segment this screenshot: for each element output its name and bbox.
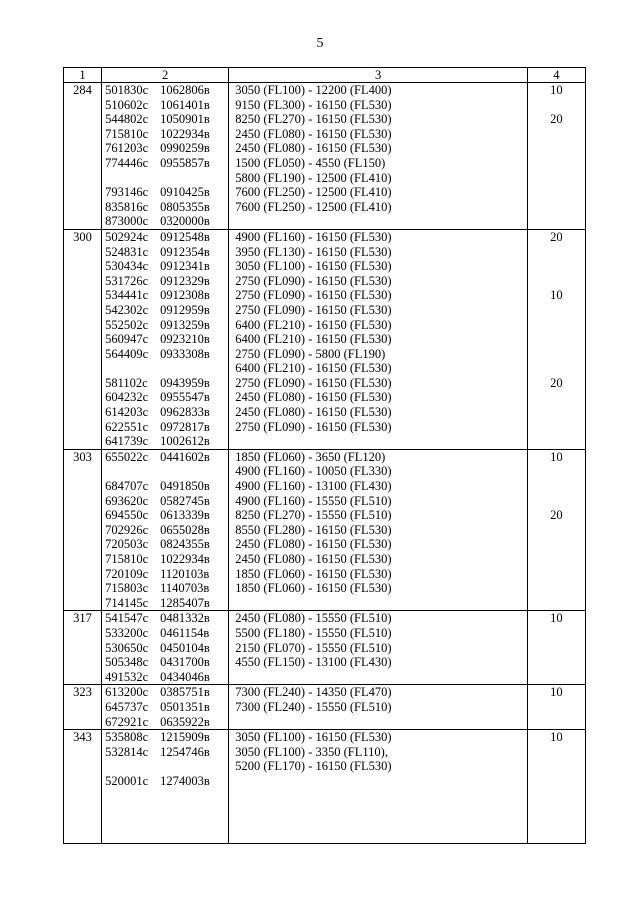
value: [528, 596, 585, 611]
coordinate-line: [102, 405, 228, 420]
latitude: 641739c: [105, 434, 149, 449]
altitude-range: 4900 (FL160) - 16150 (FL530): [235, 229, 392, 244]
altitude-range: 2750 (FL090) - 16150 (FL530): [235, 375, 392, 390]
coordinate-line: [102, 508, 228, 523]
altitude-range: 1850 (FL060) - 16150 (FL530): [235, 566, 392, 581]
value-cell: [527, 449, 585, 611]
value: [528, 318, 585, 333]
coordinates-cell: [102, 449, 229, 611]
longitude: 0955857в: [160, 155, 210, 170]
longitude: 0824355в: [160, 537, 210, 552]
longitude: 1022934в: [160, 552, 210, 566]
altitude-range: 2150 (FL070) - 15550 (FL510): [235, 640, 392, 655]
coordinate-line: [102, 200, 228, 215]
altitude-range: 2450 (FL080) - 16150 (FL530): [235, 390, 392, 405]
altitude-range: 3050 (FL100) - 3350 (FL110),: [235, 744, 388, 759]
altitude-range: 4900 (FL160) - 10050 (FL330): [235, 464, 392, 479]
longitude: 0434046в: [160, 669, 210, 684]
value: [528, 655, 585, 670]
latitude: 533200c: [105, 625, 149, 640]
value: 20: [550, 112, 563, 127]
value: [528, 552, 585, 567]
value: [528, 332, 585, 347]
page-number: 5: [316, 36, 324, 51]
latitude: 524831c: [105, 244, 149, 259]
latitude: 560947c: [105, 332, 149, 347]
coordinate-line: [102, 715, 228, 730]
row-id: 323: [64, 685, 102, 730]
latitude: 581102c: [105, 375, 148, 390]
altitude-range: 4900 (FL160) - 13100 (FL430): [235, 479, 392, 494]
value: 10: [550, 730, 563, 745]
latitude: 530650c: [105, 640, 149, 655]
altitude-cell: [229, 611, 528, 685]
latitude: 655022c: [105, 449, 149, 464]
longitude: 1002612в: [160, 434, 210, 449]
coordinate-line: [102, 567, 228, 582]
value-cell: [527, 611, 585, 685]
coordinate-line: [102, 141, 228, 156]
coordinate-line: [102, 670, 228, 685]
value: [528, 185, 585, 200]
value: [528, 127, 585, 142]
longitude: 1062806в: [160, 83, 210, 97]
row-id: 300: [64, 229, 102, 449]
altitude-range: 2450 (FL080) - 16150 (FL530): [235, 537, 392, 552]
value: [528, 259, 585, 274]
longitude: 0913259в: [160, 317, 210, 332]
coordinate-line: [102, 759, 228, 774]
coordinate-line: [102, 626, 228, 641]
longitude: 0441602в: [160, 449, 210, 464]
longitude: 0912308в: [160, 288, 210, 303]
latitude: 613200c: [105, 685, 149, 700]
coordinate-line: [102, 479, 228, 494]
table-body: [64, 83, 586, 844]
value: [528, 759, 585, 774]
value: [528, 245, 585, 260]
latitude: 793146c: [105, 185, 149, 200]
altitude-range: 5500 (FL180) - 15550 (FL510): [235, 625, 392, 640]
longitude: 0385751в: [160, 685, 210, 700]
coordinates-cell: [102, 685, 229, 730]
coordinate-line: [102, 685, 228, 700]
longitude: 1140703в: [160, 581, 210, 596]
value: [528, 464, 585, 479]
longitude: 0910425в: [160, 185, 210, 200]
column-header-3: 3: [229, 68, 528, 83]
altitude-range: 2750 (FL090) - 16150 (FL530): [235, 273, 392, 288]
value: [528, 156, 585, 171]
longitude: 0635922в: [160, 714, 210, 729]
latitude: 645737c: [105, 699, 149, 714]
table-row: [64, 229, 586, 449]
coordinate-line: [102, 700, 228, 715]
coordinate-line: [102, 494, 228, 509]
latitude: 510602c: [105, 97, 149, 112]
table-row: [64, 611, 586, 685]
latitude: 520001c: [105, 773, 149, 788]
longitude: 0655028в: [160, 522, 210, 537]
longitude: 0450104в: [160, 640, 210, 655]
value: [528, 214, 585, 229]
latitude: 542302c: [105, 302, 149, 317]
altitude-range: 3950 (FL130) - 16150 (FL530): [235, 244, 392, 259]
table-row: [64, 449, 586, 611]
coordinate-line: [102, 112, 228, 127]
altitude-range: [229, 670, 527, 685]
value: [528, 670, 585, 685]
coordinate-line: [102, 611, 228, 626]
altitude-range: 8250 (FL270) - 16150 (FL530): [235, 112, 392, 127]
altitude-range: 7300 (FL240) - 15550 (FL510): [235, 699, 392, 714]
longitude: 1120103в: [160, 566, 210, 581]
coordinate-line: [102, 332, 228, 347]
longitude: 0912329в: [160, 273, 210, 288]
altitude-range: 2750 (FL090) - 5800 (FL190): [235, 346, 386, 361]
coordinate-line: [102, 655, 228, 670]
longitude: 0582745в: [160, 493, 210, 508]
coordinate-line: [102, 434, 228, 449]
coordinate-line: [102, 156, 228, 171]
latitude: 715803c: [105, 581, 149, 596]
longitude: 1061401в: [160, 97, 210, 112]
altitude-cell: [229, 83, 528, 230]
longitude: 0805355в: [160, 199, 210, 214]
longitude: 0491850в: [160, 479, 210, 494]
row-id: 343: [64, 730, 102, 844]
value: [528, 347, 585, 362]
latitude: 505348c: [105, 655, 149, 670]
value: [528, 641, 585, 656]
altitude-range: [229, 715, 527, 730]
table-row: [64, 730, 586, 844]
latitude: 774446c: [105, 155, 149, 170]
latitude: 501830c: [105, 83, 149, 97]
value: [528, 494, 585, 509]
coordinate-line: [102, 537, 228, 552]
longitude: 1285407в: [160, 595, 210, 610]
latitude: 761203c: [105, 141, 149, 156]
value: [528, 700, 585, 715]
altitude-cell: [229, 730, 528, 844]
altitude-range: 5800 (FL190) - 12500 (FL410): [235, 170, 392, 185]
longitude: 0955547в: [160, 390, 210, 405]
coordinate-line: [102, 390, 228, 405]
value: [528, 171, 585, 186]
value: [528, 537, 585, 552]
latitude: 530434c: [105, 259, 149, 274]
altitude-range: [229, 434, 527, 449]
longitude: 0962833в: [160, 405, 210, 420]
coordinate-line: [102, 523, 228, 538]
value: [528, 567, 585, 582]
longitude: 0481332в: [160, 611, 210, 626]
altitude-range: 6400 (FL210) - 16150 (FL530): [235, 317, 392, 332]
longitude: 1215909в: [160, 730, 210, 745]
altitude-range: 7600 (FL250) - 12500 (FL410): [235, 199, 392, 214]
longitude: 0990259в: [160, 141, 210, 156]
altitude-range: 2750 (FL090) - 16150 (FL530): [235, 302, 392, 317]
altitude-range: [229, 774, 527, 789]
coordinate-line: [102, 464, 228, 479]
value: [528, 390, 585, 405]
latitude: 702926c: [105, 522, 149, 537]
latitude: 491532c: [105, 669, 149, 684]
value: 20: [550, 375, 563, 390]
coordinates-cell: [102, 229, 229, 449]
coordinate-line: [102, 376, 228, 391]
longitude: 0431700в: [160, 655, 210, 670]
row-id: 284: [64, 83, 102, 230]
longitude: 1050901в: [160, 112, 210, 127]
latitude: 720109c: [105, 566, 149, 581]
altitude-range: 5200 (FL170) - 16150 (FL530): [235, 759, 392, 774]
coordinate-line: [102, 347, 228, 362]
value: 10: [550, 449, 563, 464]
value: [528, 479, 585, 494]
coordinate-line: [102, 730, 228, 745]
altitude-range: 8250 (FL270) - 15550 (FL510): [235, 508, 392, 523]
latitude: 604232c: [105, 390, 149, 405]
longitude: 1022934в: [160, 126, 210, 141]
altitude-cell: [229, 229, 528, 449]
latitude: 544802c: [105, 112, 149, 127]
latitude: 720503c: [105, 537, 149, 552]
coordinate-line: [102, 361, 228, 376]
coordinate-line: [102, 259, 228, 274]
coordinate-line: [102, 303, 228, 318]
column-header-1: 1: [64, 68, 102, 83]
altitude-range: 1500 (FL050) - 4550 (FL150): [235, 155, 386, 170]
longitude: 0613339в: [160, 508, 210, 523]
longitude: 0933308в: [160, 346, 210, 361]
value: 10: [550, 611, 563, 626]
latitude: 873000c: [105, 214, 149, 229]
altitude-range: 2450 (FL080) - 16150 (FL530): [235, 126, 392, 141]
altitude-range: [229, 214, 527, 229]
latitude: 684707c: [105, 479, 149, 494]
coordinate-line: [102, 420, 228, 435]
longitude: 0461154в: [160, 625, 210, 640]
altitude-range: 6400 (FL210) - 16150 (FL530): [235, 332, 392, 347]
altitude-range: 2450 (FL080) - 16150 (FL530): [235, 552, 392, 566]
coordinate-line: [102, 745, 228, 760]
altitude-range: 3050 (FL100) - 16150 (FL530): [235, 259, 392, 274]
coordinate-line: [102, 98, 228, 113]
longitude: 0501351в: [160, 699, 210, 714]
value: 10: [550, 83, 563, 97]
altitude-range: [229, 596, 527, 611]
latitude: 614203c: [105, 405, 149, 420]
altitude-range: 6400 (FL210) - 16150 (FL530): [235, 361, 392, 376]
value: 10: [550, 288, 563, 303]
value: [528, 361, 585, 376]
latitude: 835816c: [105, 199, 149, 214]
value: [528, 523, 585, 538]
latitude: 502924c: [105, 229, 149, 244]
altitude-range: 7300 (FL240) - 14350 (FL470): [235, 685, 392, 700]
altitude-range: 2750 (FL090) - 16150 (FL530): [235, 419, 392, 434]
latitude: 715810c: [105, 552, 149, 566]
value: [528, 434, 585, 449]
coordinate-line: [102, 450, 228, 465]
altitude-range: 4550 (FL150) - 13100 (FL430): [235, 655, 392, 670]
altitude-range: 3050 (FL100) - 12200 (FL400): [235, 83, 392, 97]
coordinate-line: [102, 171, 228, 186]
latitude: 531726c: [105, 273, 149, 288]
latitude: 541547c: [105, 611, 149, 626]
coordinate-line: [102, 83, 228, 98]
coordinate-line: [102, 774, 228, 789]
coordinates-cell: [102, 730, 229, 844]
value: [528, 626, 585, 641]
value: 20: [550, 229, 563, 244]
value: 20: [550, 508, 563, 523]
latitude: 693620c: [105, 493, 149, 508]
longitude: 0972817в: [160, 419, 210, 434]
coordinate-line: [102, 274, 228, 289]
latitude: 714145c: [105, 595, 149, 610]
value: [528, 303, 585, 318]
latitude: 715810c: [105, 126, 149, 141]
value-cell: [527, 83, 585, 230]
value-cell: [527, 685, 585, 730]
value: [528, 581, 585, 596]
column-header-2: 2: [102, 68, 229, 83]
altitude-range: 1850 (FL060) - 16150 (FL530): [235, 581, 392, 596]
coordinate-line: [102, 230, 228, 245]
latitude: 552502c: [105, 317, 149, 332]
coordinate-line: [102, 185, 228, 200]
latitude: 532814c: [105, 744, 149, 759]
value: [528, 774, 585, 789]
coordinate-line: [102, 318, 228, 333]
row-id: 317: [64, 611, 102, 685]
altitude-range: 8550 (FL280) - 16150 (FL530): [235, 522, 392, 537]
value: [528, 405, 585, 420]
latitude: 535808c: [105, 730, 149, 745]
table-header-row: [64, 68, 586, 83]
coordinate-line: [102, 552, 228, 567]
longitude: 0912959в: [160, 302, 210, 317]
altitude-range: 2450 (FL080) - 16150 (FL530): [235, 141, 392, 156]
longitude: 1254746в: [160, 744, 210, 759]
altitude-range: 4900 (FL160) - 15550 (FL510): [235, 493, 392, 508]
value: [528, 715, 585, 730]
longitude: 0912354в: [160, 244, 210, 259]
altitude-range: 2450 (FL080) - 16150 (FL530): [235, 405, 392, 420]
table-row: [64, 83, 586, 230]
latitude: 694550c: [105, 508, 149, 523]
value-cell: [527, 229, 585, 449]
value: [528, 274, 585, 289]
coordinate-line: [102, 127, 228, 142]
coordinate-line: [102, 288, 228, 303]
value: [528, 200, 585, 215]
coordinate-line: [102, 245, 228, 260]
altitude-range: 9150 (FL300) - 16150 (FL530): [235, 97, 392, 112]
table-row: [64, 685, 586, 730]
altitude-range: 7600 (FL250) - 12500 (FL410): [235, 185, 392, 200]
coordinate-line: [102, 596, 228, 611]
latitude: 672921c: [105, 714, 149, 729]
longitude: 0912341в: [160, 259, 210, 274]
longitude: 0320000в: [160, 214, 210, 229]
altitude-range: 2750 (FL090) - 16150 (FL530): [235, 288, 392, 303]
altitude-range: 1850 (FL060) - 3650 (FL120): [235, 449, 386, 464]
value: [528, 745, 585, 760]
value: 10: [550, 685, 563, 700]
latitude: 564409c: [105, 346, 149, 361]
coordinate-line: [102, 214, 228, 229]
value: [528, 141, 585, 156]
value-cell: [527, 730, 585, 844]
column-header-4: 4: [527, 68, 585, 83]
coordinate-line: [102, 641, 228, 656]
row-id: 303: [64, 449, 102, 611]
longitude: 1274003в: [160, 773, 210, 788]
longitude: 0912548в: [160, 229, 210, 244]
altitude-range: 2450 (FL080) - 15550 (FL510): [235, 611, 392, 626]
altitude-cell: [229, 685, 528, 730]
longitude: 0923210в: [160, 332, 210, 347]
value: [528, 420, 585, 435]
coordinates-cell: [102, 611, 229, 685]
coordinates-cell: [102, 83, 229, 230]
longitude: 0943959в: [160, 375, 210, 390]
value: [528, 98, 585, 113]
altitude-cell: [229, 449, 528, 611]
latitude: 534441c: [105, 288, 149, 303]
airspace-table: [63, 67, 586, 844]
latitude: 622551c: [105, 419, 149, 434]
altitude-range: 3050 (FL100) - 16150 (FL530): [235, 730, 392, 745]
coordinate-line: [102, 581, 228, 596]
